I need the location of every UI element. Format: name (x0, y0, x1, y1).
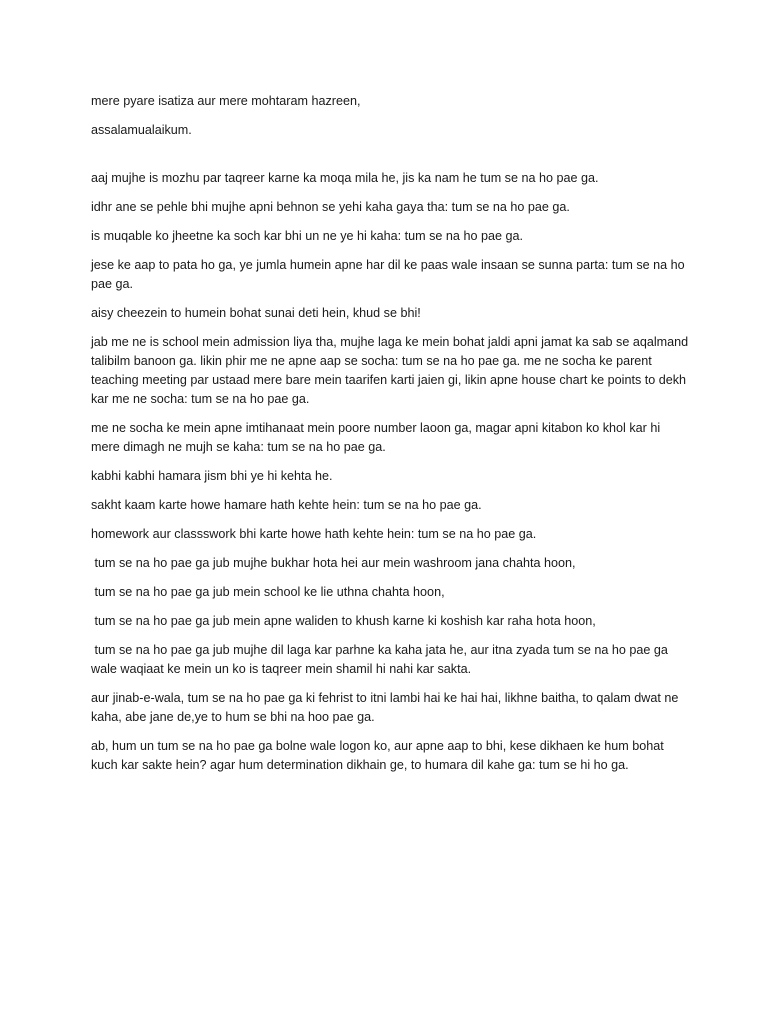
paragraph: homework aur classswork bhi karte howe hath kehte hein: tum se na ho pae ga. (91, 527, 537, 541)
paragraph: aaj mujhe is mozhu par taqreer karne ka moqa mila he, jis ka nam he tum se na ho pae ga. (91, 171, 599, 185)
paragraph: tum se na ho pae ga jub mein school ke lie uthna chahta hoon, (91, 585, 445, 599)
paragraph: tum se na ho pae ga jub mujhe bukhar hota hei aur mein washroom jana chahta hoon, (91, 556, 576, 570)
paragraph-closing: ab, hum un tum se na ho pae ga bolne wale logon ko, aur apne aap to bhi, kese dikhaen ke hum bohat kuch kar sakte hein? agar hum determination dikhain ge, to humara dil kahe ga: tum se hi ho ga. (91, 739, 668, 772)
paragraph: is muqable ko jheetne ka soch kar bhi un ne ye hi kaha: tum se na ho pae ga. (91, 229, 523, 243)
paragraph-salutation: mere pyare isatiza aur mere mohtaram hazreen, (91, 94, 361, 108)
paragraph: kabhi kabhi hamara jism bhi ye hi kehta he. (91, 469, 333, 483)
paragraph: jese ke aap to pata ho ga, ye jumla humein apne har dil ke paas wale insaan se sunna parta: tum se na ho pae ga. (91, 258, 689, 291)
paragraph-greeting: assalamualaikum. (91, 123, 192, 137)
paragraph: sakht kaam karte howe hamare hath kehte hein: tum se na ho pae ga. (91, 498, 482, 512)
paragraph: tum se na ho pae ga jub mujhe dil laga kar parhne ka kaha jata he, aur itna zyada tum se na ho pae ga wale waqiaat ke mein un ko is taqreer mein shamil hi nahi kar sakta. (91, 643, 672, 676)
paragraph: aisy cheezein to humein bohat sunai deti hein, khud se bhi! (91, 306, 421, 320)
paragraph: tum se na ho pae ga jub mein apne waliden to khush karne ki koshish kar raha hota hoon, (91, 614, 596, 628)
paragraph: aur jinab-e-wala, tum se na ho pae ga ki fehrist to itni lambi hai ke hai hai, likhne baitha, to qalam dwat ne kaha, abe jane de,ye to hum se bhi na hoo pae ga. (91, 691, 682, 724)
document-page (91, 92, 691, 785)
paragraph: me ne socha ke mein apne imtihanaat mein poore number laoon ga, magar apni kitabon ko khol kar hi mere dimagh ne mujh se kaha: tum se na ho pae ga. (91, 421, 664, 454)
paragraph: jab me ne is school mein admission liya tha, mujhe laga ke mein bohat jaldi apni jamat ka sab se aqalmand talibilm banoon ga. likin phir me ne apne aap se socha: tum se na ho pae ga. me ne socha ke parent teaching meeting par ustaad mere bare mein taarifen karti jaien gi, likin apne house chart ke points to dekh kar me ne socha: tum se na ho pae ga. (91, 335, 692, 406)
paragraph: idhr ane se pehle bhi mujhe apni behnon se yehi kaha gaya tha: tum se na ho pae ga. (91, 200, 570, 214)
